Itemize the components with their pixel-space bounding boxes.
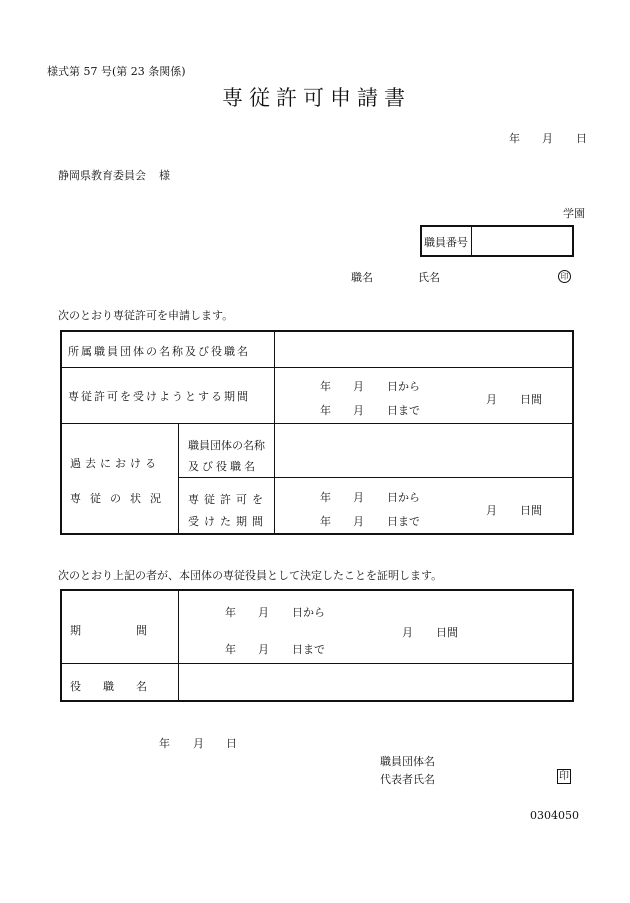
app-table-row1-line [61,367,573,368]
app-table-past-line [178,477,573,478]
cert-from-month: 月 [258,606,269,619]
cert-to-month: 月 [258,643,269,656]
req-to-month: 月 [353,404,364,417]
cert-dur-days: 日間 [436,626,458,639]
footer-date-day: 日 [226,737,237,750]
cert-role-label: 役 職 名 [70,680,147,693]
req-to-year: 年 [320,404,331,417]
page-title: 専従許可申請書 [222,86,411,110]
addressee-honorific: 様 [159,169,170,182]
app-table-col-divider [274,331,275,534]
past-org-label-2: 及び役職名 [188,460,258,473]
past-period-label-2: 受けた期間 [188,515,268,528]
past-dur-days: 日間 [520,504,542,517]
cert-to-day: 日まで [292,643,325,656]
past-to-day: 日まで [387,515,420,528]
footer-date-year: 年 [159,737,170,750]
addressee-name: 静岡県教育委員会 [58,169,146,182]
req-from-month: 月 [353,380,364,393]
past-status-label-2: 専従の状況 [70,492,170,505]
req-from-day: 日から [387,380,420,393]
request-period-label: 専従許可を受けようとする期間 [68,390,250,403]
req-dur-month: 月 [486,393,497,406]
intro-text: 次のとおり専従許可を申請します。 [58,309,234,322]
past-from-year: 年 [320,491,331,504]
cert-text: 次のとおり上記の者が、本団体の専従役員として決定したことを証明します。 [58,569,443,582]
form-code: 0304050 [530,809,579,822]
header-date-year: 年 [509,132,520,145]
req-dur-days: 日間 [520,393,542,406]
staff-number-label: 職員番号 [424,236,468,249]
app-table-past-divider [178,423,179,534]
cert-role-field[interactable] [181,667,570,699]
past-status-label-1: 過去における [70,457,160,470]
cert-period-label: 期 間 [70,624,147,637]
past-org-label-1: 職員団体の名称 [188,439,265,452]
past-from-day: 日から [387,491,420,504]
footer-date-month: 月 [193,737,204,750]
staff-number-divider [471,226,472,256]
past-dur-month: 月 [486,504,497,517]
affiliation-field[interactable] [276,334,570,364]
past-org-field[interactable] [277,426,571,474]
applicant-position-label: 職名 [351,271,373,284]
affiliation-label: 所属職員団体の名称及び役職名 [68,345,250,358]
applicant-name-label: 氏名 [418,271,440,284]
cert-to-year: 年 [225,643,236,656]
form-number: 様式第 57 号(第 23 条関係) [47,65,186,78]
cert-table-row-line [61,663,573,664]
cert-table-col-divider [178,590,179,701]
org-name-label: 職員団体名 [380,755,435,768]
past-to-year: 年 [320,515,331,528]
past-from-month: 月 [353,491,364,504]
past-period-label-1: 専従許可を [188,493,268,506]
app-table-row2-line [61,423,573,424]
applicant-seal-icon: 印 [558,270,571,283]
rep-name-label: 代表者氏名 [380,773,435,786]
cert-dur-month: 月 [402,626,413,639]
past-to-month: 月 [353,515,364,528]
header-date-day: 日 [576,132,587,145]
cert-from-year: 年 [225,606,236,619]
school-label: 学園 [563,207,585,220]
header-date-month: 月 [542,132,553,145]
cert-from-day: 日から [292,606,325,619]
rep-seal-icon: 印 [559,771,569,782]
req-from-year: 年 [320,380,331,393]
req-to-day: 日まで [387,404,420,417]
